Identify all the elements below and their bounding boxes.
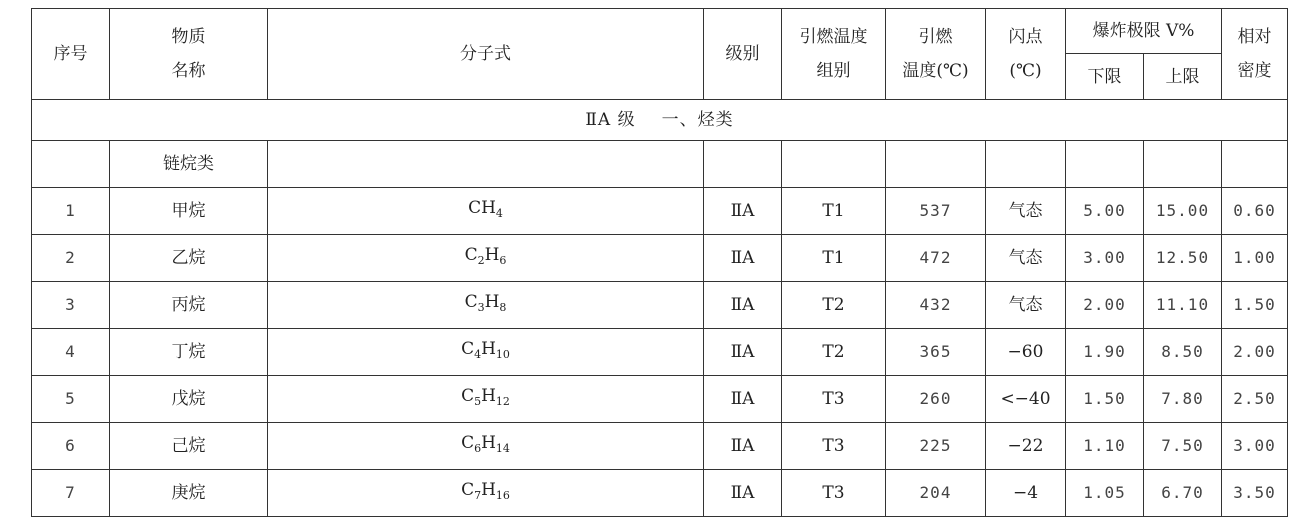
cell-name: 己烷 [110, 423, 268, 470]
header-flash-point: 闪点 (℃) [986, 9, 1066, 100]
header-ignition-group: 引燃温度 组别 [782, 9, 886, 100]
cell-group: T1 [782, 188, 886, 235]
cell-name: 甲烷 [110, 188, 268, 235]
cell-level: ⅡA [704, 188, 782, 235]
cell-no: 6 [32, 423, 110, 470]
cell-lower: 1.10 [1066, 423, 1144, 470]
cell-flash: 气态 [986, 235, 1066, 282]
cell-no: 2 [32, 235, 110, 282]
cell-flash: −22 [986, 423, 1066, 470]
cell-group: T3 [782, 470, 886, 517]
cell-name: 乙烷 [110, 235, 268, 282]
table-row [32, 282, 1288, 329]
sub-empty [1222, 141, 1288, 188]
cell-group: T1 [782, 235, 886, 282]
cell-upper: 11.10 [1144, 282, 1222, 329]
sub-empty [1066, 141, 1144, 188]
cell-name: 庚烷 [110, 470, 268, 517]
cell-formula: $C_5H_{12}$ [268, 376, 704, 423]
cell-level: ⅡA [704, 329, 782, 376]
cell-no: 7 [32, 470, 110, 517]
cell-no: 4 [32, 329, 110, 376]
cell-density: 3.00 [1222, 423, 1288, 470]
cell-lower: 1.90 [1066, 329, 1144, 376]
table-row [32, 235, 1288, 282]
cell-density: 2.00 [1222, 329, 1288, 376]
header-formula: 分子式 [268, 9, 704, 100]
cell-upper: 8.50 [1144, 329, 1222, 376]
cell-no: 1 [32, 188, 110, 235]
cell-flash: −60 [986, 329, 1066, 376]
cell-group: T3 [782, 376, 886, 423]
cell-temp: 225 [886, 423, 986, 470]
cell-formula: $CH_4$ [268, 188, 704, 235]
cell-no: 5 [32, 376, 110, 423]
cell-upper: 6.70 [1144, 470, 1222, 517]
cell-temp: 432 [886, 282, 986, 329]
cell-group: T2 [782, 282, 886, 329]
cell-name: 戊烷 [110, 376, 268, 423]
cell-no: 3 [32, 282, 110, 329]
cell-formula: $C_6H_{14}$ [268, 423, 704, 470]
table-row [32, 376, 1288, 423]
cell-group: T2 [782, 329, 886, 376]
sub-empty [704, 141, 782, 188]
cell-formula: $C_4H_{10}$ [268, 329, 704, 376]
cell-lower: 5.00 [1066, 188, 1144, 235]
cell-level: ⅡA [704, 423, 782, 470]
table-row [32, 188, 1288, 235]
table-row [32, 423, 1288, 470]
cell-temp: 472 [886, 235, 986, 282]
cell-lower: 2.00 [1066, 282, 1144, 329]
cell-flash: 气态 [986, 188, 1066, 235]
cell-flash: −4 [986, 470, 1066, 517]
cell-level: ⅡA [704, 282, 782, 329]
cell-flash: <−40 [986, 376, 1066, 423]
sub-empty [782, 141, 886, 188]
cell-upper: 7.50 [1144, 423, 1222, 470]
cell-level: ⅡA [704, 235, 782, 282]
cell-density: 0.60 [1222, 188, 1288, 235]
cell-lower: 3.00 [1066, 235, 1144, 282]
cell-lower: 1.50 [1066, 376, 1144, 423]
cell-formula: $C_7H_{16}$ [268, 470, 704, 517]
cell-temp: 260 [886, 376, 986, 423]
cell-density: 2.50 [1222, 376, 1288, 423]
header-lower-limit: 下限 [1066, 54, 1144, 100]
cell-temp: 537 [886, 188, 986, 235]
table-row [32, 329, 1288, 376]
cell-upper: 12.50 [1144, 235, 1222, 282]
cell-level: ⅡA [704, 470, 782, 517]
cell-formula: $C_3H_8$ [268, 282, 704, 329]
sub-empty [268, 141, 704, 188]
header-ignition-temp: 引燃 温度(℃) [886, 9, 986, 100]
header-density: 相对 密度 [1222, 9, 1288, 100]
cell-formula: $C_2H_6$ [268, 235, 704, 282]
cell-upper: 15.00 [1144, 188, 1222, 235]
cell-flash: 气态 [986, 282, 1066, 329]
subcategory-label: 链烷类 [110, 141, 268, 188]
cell-name: 丙烷 [110, 282, 268, 329]
cell-density: 1.00 [1222, 235, 1288, 282]
sub-empty-seq [32, 141, 110, 188]
cell-name: 丁烷 [110, 329, 268, 376]
group-heading: ⅡA 级 一、烃类 [32, 100, 1288, 141]
header-upper-limit: 上限 [1144, 54, 1222, 100]
cell-density: 3.50 [1222, 470, 1288, 517]
sub-empty [886, 141, 986, 188]
header-explosion-limit: 爆炸极限 V% [1066, 9, 1222, 54]
cell-level: ⅡA [704, 376, 782, 423]
cell-temp: 204 [886, 470, 986, 517]
cell-density: 1.50 [1222, 282, 1288, 329]
cell-lower: 1.05 [1066, 470, 1144, 517]
cell-group: T3 [782, 423, 886, 470]
header-seq: 序号 [32, 9, 110, 100]
hazard-substance-table [31, 8, 1288, 517]
table-row [32, 470, 1288, 517]
sub-empty [986, 141, 1066, 188]
cell-upper: 7.80 [1144, 376, 1222, 423]
header-level: 级别 [704, 9, 782, 100]
sub-empty [1144, 141, 1222, 188]
header-name: 物质 名称 [110, 9, 268, 100]
cell-temp: 365 [886, 329, 986, 376]
